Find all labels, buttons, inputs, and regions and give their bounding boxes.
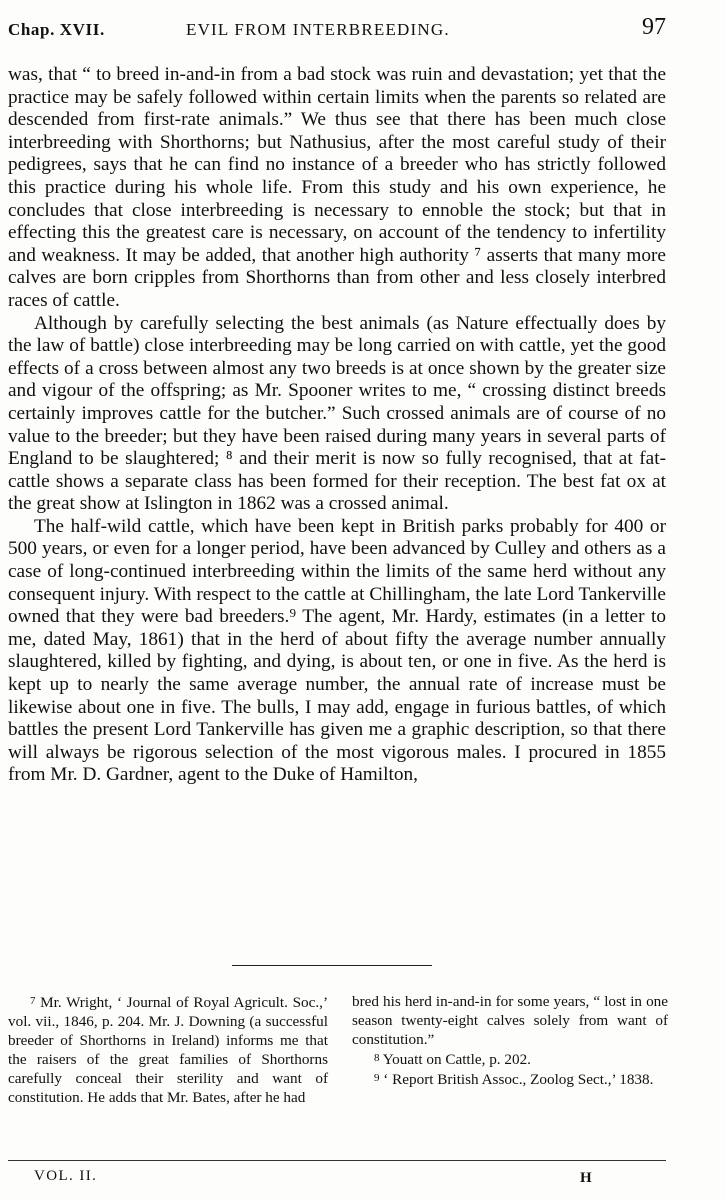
gathering-signature: H <box>580 1170 592 1186</box>
footnote-text: Youatt on Cattle, p. 202. <box>382 1051 531 1068</box>
running-head <box>8 14 666 44</box>
running-title: EVIL FROM INTERBREEDING. <box>186 20 450 39</box>
volume-signature: VOL. II. <box>34 1168 98 1184</box>
footnote-separator-rule <box>232 965 432 966</box>
footnote-text: Mr. Wright, ‘ Journal of Royal Agricult. Soc.,’ vol. vii., 1846, p. 204. Mr. J. Downing (a successful breeder of Shorthorns in Ireland) informs me that the raisers of the great families of Shorthorns carefully conceal their sterility and want of constitution. He adds that Mr. Bates, after he had <box>8 994 328 1106</box>
footnote-column-left <box>8 992 328 1107</box>
paragraph-continued: was, that “ to breed in-and-in from a bad stock was ruin and devastation; yet that the practice may be safely followed within certain limits when the parents so related are descended from first-rate animals.” We thus see that there has been much close interbreeding with Shorthorns; but Nathusius, after the most careful study of their pedigrees, says that he can find no instance of a breeder who has strictly followed this practice during his whole life. From this study and his own experience, he concludes that close interbreeding is necessary to ennoble the stock; but that in effecting this the greatest care is necessary, on account of the tendency to infertility and weakness. It may be added, that another high authority ⁷ asserts that many more calves are born cripples from Shorthorns than from other and less closely interbred races of cattle. <box>8 64 666 311</box>
footnote-column-right <box>352 992 668 1089</box>
chapter-label: Chap. XVII. <box>8 20 105 39</box>
footnote-9 <box>352 1069 668 1089</box>
main-text <box>8 64 666 787</box>
page-number: 97 <box>642 14 666 40</box>
footnote-7 <box>8 992 328 1107</box>
signature-rule <box>8 1160 666 1161</box>
footnote-8 <box>352 1049 668 1069</box>
paragraph-half-wild-cattle: The half-wild cattle, which have been kept in British parks probably for 400 or 500 years, or even for a longer period, have been advanced by Culley and others as a case of long-continued interbreeding within the limits of the same herd without any consequent injury. With respect to the cattle at Chillingham, the late Lord Tankerville owned that they were bad breeders.⁹ The agent, Mr. Hardy, estimates (in a letter to me, dated May, 1861) that in the herd of about fifty the average number annually slaughtered, killed by fighting, and dying, is about ten, or one in five. As the herd is kept up to nearly the same average number, the annual rate of increase must be likewise about one in five. The bulls, I may add, engage in furious battles, of which battles the present Lord Tankerville has given me a graphic description, so that there will always be rigorous selection of the most vigorous males. I procured in 1855 from Mr. D. Gardner, agent to the Duke of Hamilton, <box>8 515 666 786</box>
footnote-marker: 8 <box>374 1052 380 1064</box>
paragraph-crossing: Although by carefully selecting the best animals (as Nature effectually does by the law of battle) close interbreeding may be long carried on with cattle, yet the good effects of a cross between almost any two breeds is at once shown by the greater size and vigour of the offspring; as Mr. Spooner writes to me, “ crossing distinct breeds certainly improves cattle for the butcher.” Such crossed animals are of course of no value to the breeder; but they have been raised during many years in several parts of England to be slaughtered; ⁸ and their merit is now so fully recognised, that at fat-cattle shows a separate class has been formed for their reception. The best fat ox at the great show at Islington in 1862 was a crossed animal. <box>8 312 666 515</box>
footnote-marker: 9 <box>374 1072 380 1084</box>
footnote-text: ‘ Report British Assoc., Zoolog Sect.,’ 1838. <box>383 1071 654 1088</box>
footnote-marker: 7 <box>30 995 36 1007</box>
footnote-7-continued: bred his herd in-and-in for some years, “ lost in one season twenty-eight calves solely from want of constitution.” <box>352 993 668 1048</box>
